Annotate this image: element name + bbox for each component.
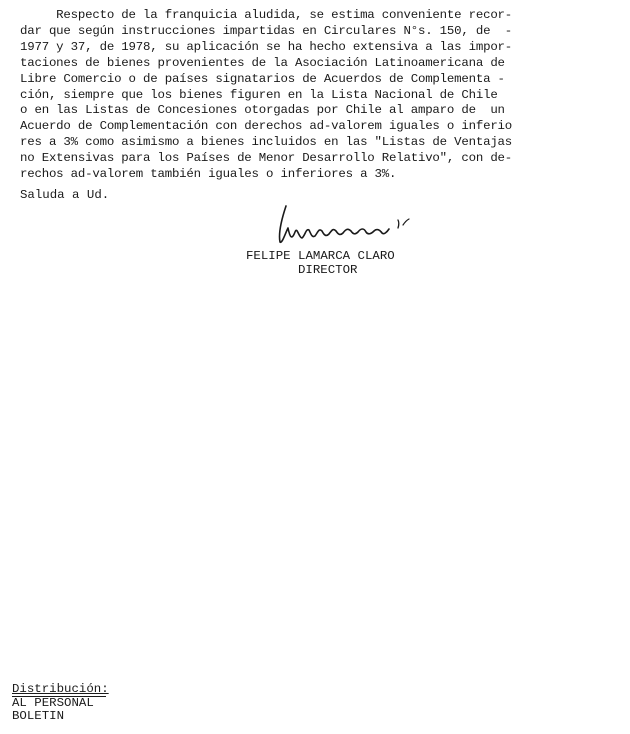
closing-salutation: Saluda a Ud. <box>20 188 110 202</box>
distribution-heading: Distribución: <box>12 682 109 696</box>
body-line: res a 3% como asimismo a bienes incluidos en las "Listas de Ventajas <box>20 135 513 150</box>
distribution-list <box>12 683 109 723</box>
signature-block <box>246 249 395 277</box>
body-line: rechos ad-valorem también iguales o inferiores a 3%. <box>20 167 397 182</box>
handwritten-signature <box>268 198 428 250</box>
signer-name: FELIPE LAMARCA CLARO <box>246 249 395 263</box>
body-line: Libre Comercio o de países signatarios de Acuerdos de Complementa - <box>20 71 505 86</box>
signer-title: DIRECTOR <box>298 263 358 277</box>
body-line: ción, siempre que los bienes figuren en la Lista Nacional de Chile <box>20 87 498 102</box>
body-line: taciones de bienes provenientes de la Asociación Latinoamericana de <box>20 55 505 70</box>
body-line: Acuerdo de Complementación con derechos ad-valorem iguales o inferio <box>20 119 513 134</box>
distribution-recipient: AL PERSONAL <box>12 696 106 710</box>
body-line: o en las Listas de Concesiones otorgadas por Chile al amparo de un <box>20 103 505 118</box>
body-line: dar que según instrucciones impartidas en Circulares N°s. 150, de - <box>20 23 513 38</box>
body-line: no Extensivas para los Países de Menor Desarrollo Relativo", con de- <box>20 151 513 166</box>
distribution-recipient: BOLETIN <box>12 709 65 723</box>
body-line: Respecto de la franquicia aludida, se estima conveniente recor- <box>20 8 513 22</box>
letter-body <box>20 8 620 183</box>
body-line: 1977 y 37, de 1978, su aplicación se ha hecho extensiva a las impor- <box>20 39 513 54</box>
